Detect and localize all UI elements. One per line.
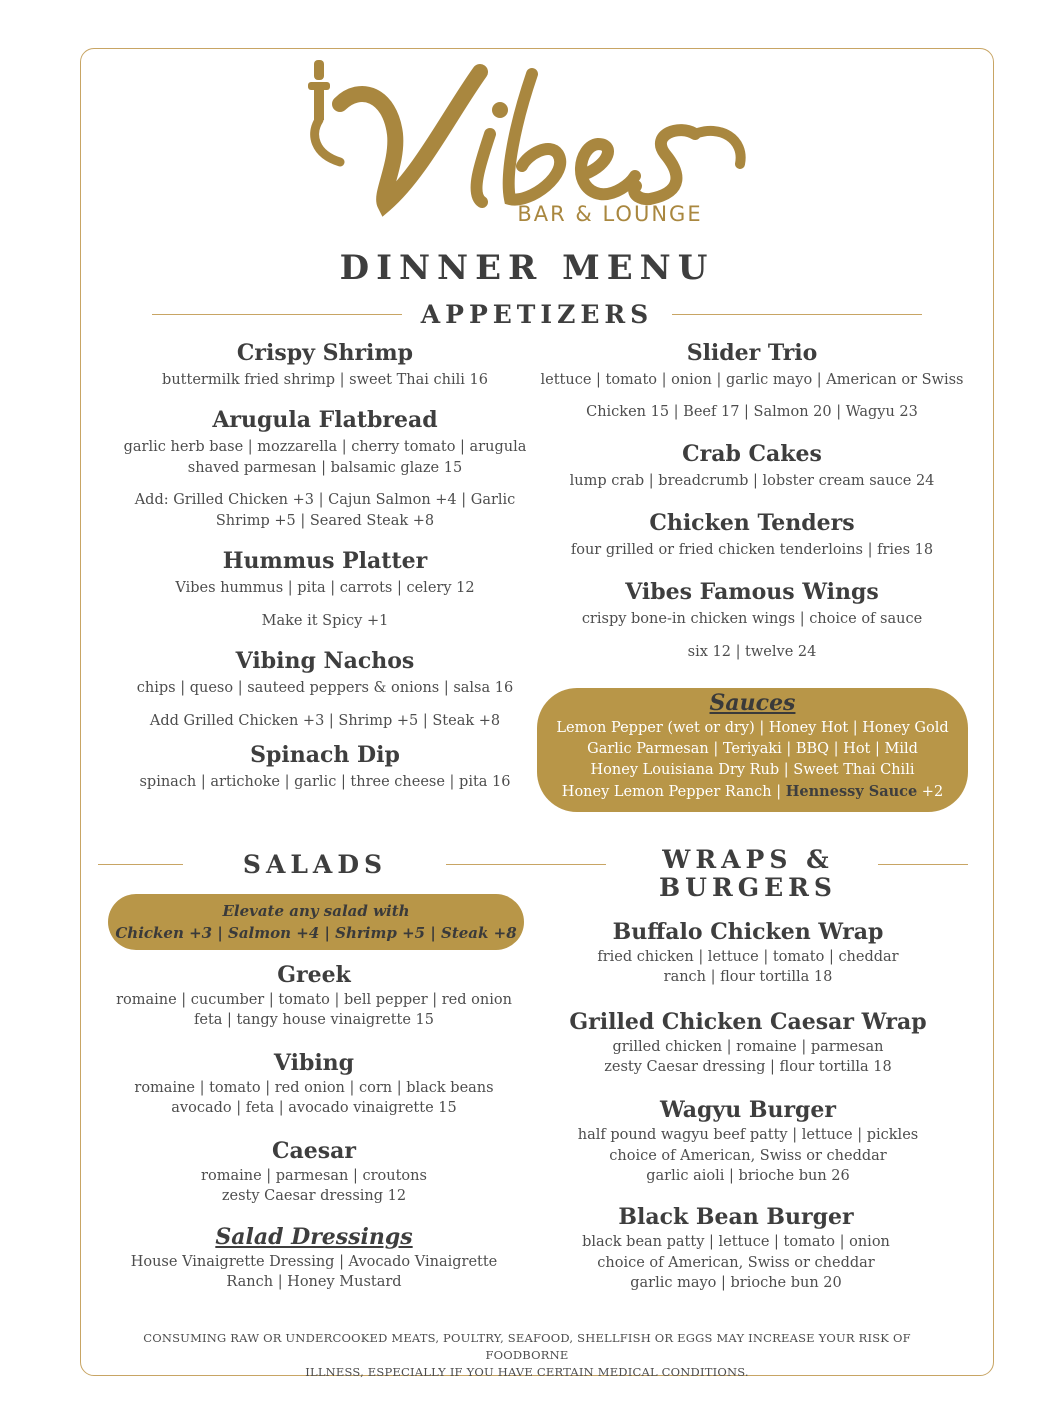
item-title: Buffalo Chicken Wrap	[612, 919, 884, 945]
item-title: Spinach Dip	[250, 742, 400, 768]
heading-rule-left	[98, 864, 183, 865]
sauces-text: +2	[917, 784, 944, 800]
item-desc: feta | tangy house vinaigrette 15	[194, 1012, 434, 1028]
salads-heading: SALADS	[242, 850, 388, 879]
item-title: Vibes Famous Wings	[625, 579, 879, 605]
item-desc: garlic aioli | brioche bun 26	[646, 1168, 850, 1184]
item-title: Crab Cakes	[682, 441, 822, 467]
item-desc: half pound wagyu beef patty | lettuce | pickles	[577, 1127, 919, 1143]
item-desc: Vibes hummus | pita | carrots | celery 12	[175, 580, 475, 596]
item-desc: four grilled or fried chicken tenderloins | fries 18	[570, 542, 934, 558]
appetizers-heading: APPETIZERS	[420, 300, 654, 329]
item-desc: grilled chicken | romaine | parmesan	[612, 1039, 884, 1055]
sauces-title: Sauces	[709, 690, 796, 716]
heading-rule-left	[152, 314, 402, 315]
item-desc: romaine | cucumber | tomato | bell pepper | red onion	[116, 992, 512, 1008]
item-prices: Chicken 15 | Beef 17 | Salmon 20 | Wagyu 23	[586, 404, 918, 420]
heading-rule-right	[446, 864, 606, 865]
item-desc: romaine | tomato | red onion | corn | black beans	[134, 1080, 494, 1096]
item-addons: Shrimp +5 | Seared Steak +8	[215, 513, 435, 529]
item-title: Chicken Tenders	[649, 510, 855, 536]
item-title: Arugula Flatbread	[212, 407, 438, 433]
elevate-prices: Chicken +3 | Salmon +4 | Shrimp +5 | Steak +8	[115, 924, 517, 942]
wraps-burgers-heading	[618, 846, 878, 902]
elevate-text: Elevate any salad with	[222, 902, 410, 920]
item-desc: shaved parmesan | balsamic glaze 15	[187, 460, 463, 476]
item-desc: avocado | feta | avocado vinaigrette 15	[171, 1100, 457, 1116]
item-desc: House Vinaigrette Dressing | Avocado Vinaigrette	[130, 1254, 498, 1270]
item-title: Vibing Nachos	[235, 648, 415, 674]
item-desc: garlic herb base | mozzarella | cherry tomato | arugula	[123, 439, 527, 455]
item-title: Grilled Chicken Caesar Wrap	[569, 1009, 927, 1035]
heading-rule-right	[672, 314, 922, 315]
item-title: Vibing	[273, 1050, 355, 1076]
item-title: Slider Trio	[686, 340, 818, 366]
sauces-text: Honey Lemon Pepper Ranch |	[561, 784, 786, 800]
sauces-line: Lemon Pepper (wet or dry) | Honey Hot | Honey Gold	[556, 720, 949, 736]
item-title: Crispy Shrimp	[236, 340, 414, 366]
heading-line: BURGERS	[659, 873, 837, 902]
sauces-line: Honey Louisiana Dry Rub | Sweet Thai Chili	[590, 762, 915, 778]
item-desc: lettuce | tomato | onion | garlic mayo | American or Swiss	[540, 372, 964, 388]
disclaimer-line: CONSUMING RAW OR UNDERCOOKED MEATS, POULTRY, SEAFOOD, SHELLFISH OR EGGS MAY INCREASE YOUR RISK OF FOODBORNE	[143, 1331, 911, 1362]
item-title: Wagyu Burger	[659, 1097, 837, 1123]
heading-line: WRAPS &	[662, 845, 834, 874]
disclaimer-line: ILLNESS, ESPECIALLY IF YOU HAVE CERTAIN MEDICAL CONDITIONS.	[305, 1365, 749, 1379]
appetizers-left-column	[95, 340, 555, 793]
item-desc: zesty Caesar dressing 12	[221, 1188, 407, 1204]
item-desc: lump crab | breadcrumb | lobster cream sauce 24	[569, 473, 935, 489]
item-addons: Make it Spicy +1	[261, 613, 389, 629]
item-title: Hummus Platter	[222, 548, 428, 574]
item-desc: crispy bone-in chicken wings | choice of sauce	[581, 611, 923, 627]
item-addons: Add Grilled Chicken +3 | Shrimp +5 | Steak +8	[149, 713, 501, 729]
dressings-title: Salad Dressings	[215, 1224, 413, 1250]
item-desc: black bean patty | lettuce | tomato | onion	[582, 1234, 890, 1250]
food-safety-disclaimer	[100, 1330, 954, 1381]
item-desc: romaine | parmesan | croutons	[201, 1168, 427, 1184]
hennessy-sauce: Hennessy Sauce	[785, 783, 918, 800]
item-desc: Ranch | Honey Mustard	[226, 1274, 402, 1290]
item-title: Caesar	[272, 1138, 356, 1164]
heading-rule-right	[878, 864, 968, 865]
sauces-line: Garlic Parmesan | Teriyaki | BBQ | Hot | Mild	[587, 741, 918, 757]
item-desc: fried chicken | lettuce | tomato | cheddar	[597, 949, 899, 965]
item-desc: ranch | flour tortilla 18	[663, 969, 833, 985]
sauces-box	[537, 688, 968, 812]
item-desc: choice of American, Swiss or cheddar	[609, 1148, 887, 1164]
logo-tagline: BAR & LOUNGE	[517, 202, 703, 226]
wraps-column	[528, 919, 968, 1293]
item-addons: Add: Grilled Chicken +3 | Cajun Salmon +4 | Garlic	[134, 492, 516, 508]
item-prices: six 12 | twelve 24	[687, 644, 817, 660]
item-title: Greek	[277, 962, 351, 988]
elevate-box	[108, 894, 524, 950]
item-desc: spinach | artichoke | garlic | three cheese | pita 16	[139, 774, 511, 790]
item-desc: choice of American, Swiss or cheddar	[597, 1255, 875, 1271]
menu-title: DINNER MENU	[339, 248, 715, 288]
item-desc: chips | queso | sauteed peppers & onions | salsa 16	[136, 680, 514, 696]
item-desc: garlic mayo | brioche bun 20	[630, 1275, 842, 1291]
item-desc: buttermilk fried shrimp | sweet Thai chili 16	[162, 372, 488, 388]
appetizers-right-column	[532, 340, 972, 663]
item-desc: zesty Caesar dressing | flour tortilla 18	[604, 1059, 892, 1075]
item-title: Black Bean Burger	[618, 1204, 854, 1230]
sauces-line	[537, 781, 968, 803]
salads-column	[94, 962, 534, 1292]
